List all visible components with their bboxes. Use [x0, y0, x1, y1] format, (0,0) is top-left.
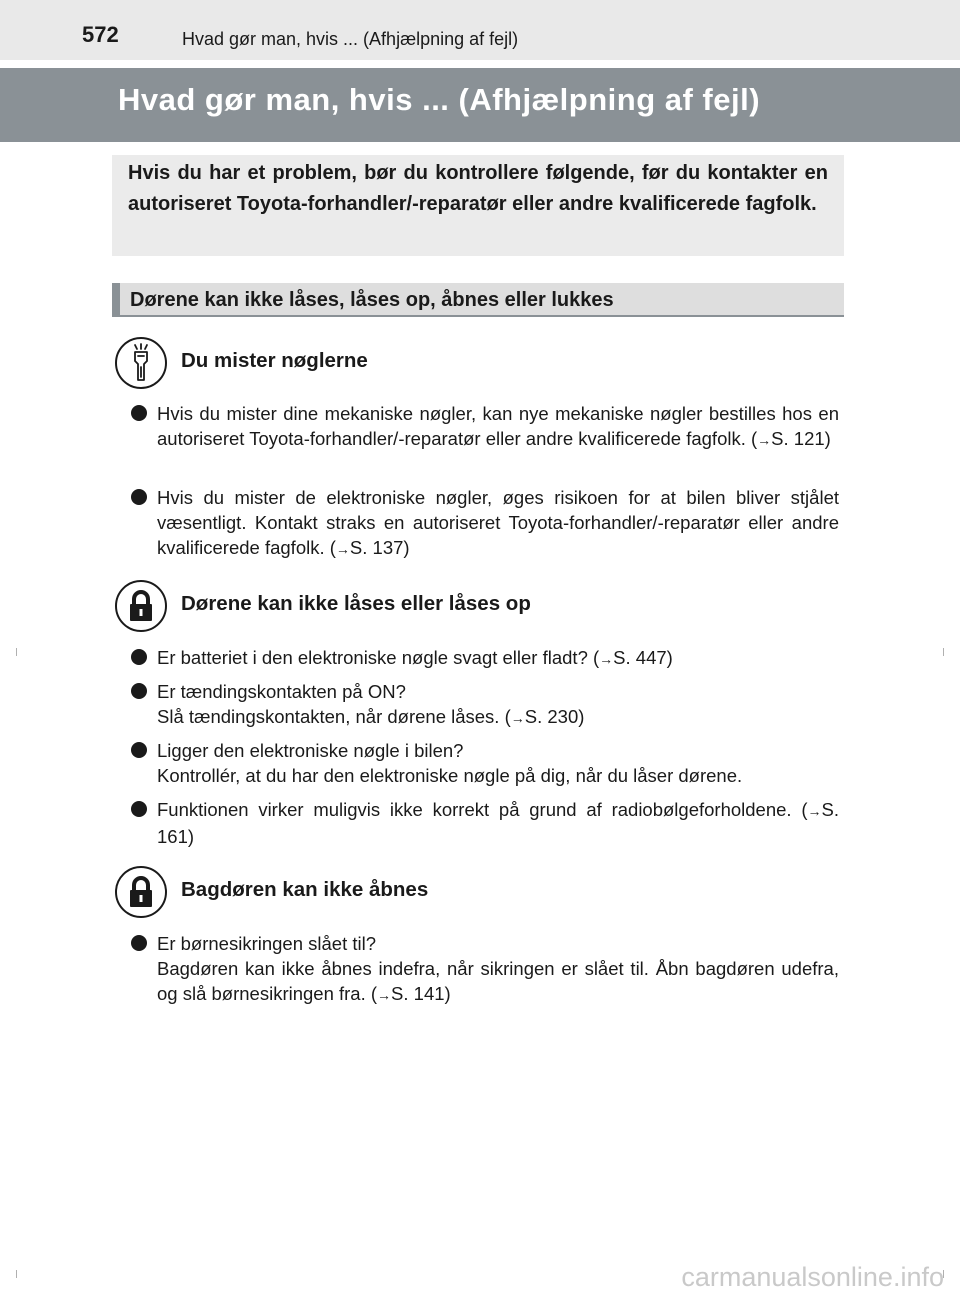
crop-mark — [16, 648, 17, 656]
arrow-icon: → — [807, 803, 822, 819]
section-heading-text: Dørene kan ikke låses, låses op, åbnes eller lukkes — [130, 289, 614, 311]
list-item: Er tændingskontakten på ON? Slå tændingskontakten, når dørene låses. (→S. 230) — [131, 679, 839, 731]
bullet-icon — [131, 683, 147, 699]
bullet-icon — [131, 935, 147, 951]
running-head: Hvad gør man, hvis ... (Afhjælpning af fejl) — [182, 29, 519, 49]
padlock-icon — [115, 866, 167, 918]
intro-box — [112, 155, 844, 256]
subsection-title: Bagdøren kan ikke åbnes — [181, 878, 429, 901]
list-item: Ligger den elektroniske nøgle i bilen? Kontrollér, at du har den elektroniske nøgle på dig, når du låser dørene. — [131, 738, 839, 788]
arrow-icon: → — [599, 651, 614, 667]
list-item: Er batteriet i den elektroniske nøgle svagt eller fladt? (→S. 447) — [131, 645, 839, 672]
page-number: 572 — [82, 22, 119, 47]
subsection-title: Dørene kan ikke låses eller låses op — [181, 592, 531, 615]
arrow-icon: → — [757, 432, 772, 448]
crop-mark — [16, 1270, 17, 1278]
arrow-icon: → — [377, 987, 392, 1003]
list-item: Funktionen virker muligvis ikke korrekt på grund af radiobølgeforholdene. (→S. 161) — [131, 797, 839, 849]
arrow-icon: → — [510, 710, 525, 726]
arrow-icon: → — [335, 541, 350, 557]
key-icon — [115, 337, 167, 389]
section-heading-bar — [112, 283, 120, 315]
subsection-rear-door — [115, 866, 815, 922]
intro-text: Hvis du har et problem, bør du kontrollere følgende, før du kontakter en autoriseret Toyota-forhandler/-reparatør eller andre kvalificerede fagfolk. — [128, 162, 828, 215]
bullet-icon — [131, 742, 147, 758]
bullet-icon — [131, 649, 147, 665]
bullet-icon — [131, 405, 147, 421]
bullet-icon — [131, 801, 147, 817]
list-item: Hvis du mister dine mekaniske nøgler, kan nye mekaniske nøgler bestilles hos en autoriseret Toyota-forhandler/-reparatør eller andre kvalificerede fagfolk. (→S. 121) — [131, 401, 839, 453]
list-item: Hvis du mister de elektroniske nøgler, øges risikoen for at bilen bliver stjålet væsentligt. Kontakt straks en autoriseret Toyota-forhandler/-reparatør eller andre kvalificerede fagfolk. (→S. 137) — [131, 485, 839, 562]
page-title: Hvad gør man, hvis ... (Afhjælpning af fejl) — [118, 82, 761, 117]
list-item: Er børnesikringen slået til? Bagdøren kan ikke åbnes indefra, når sikringen er slået til. Åbn bagdøren udefra, og slå børnesikringen fra. (→S. 141) — [131, 931, 839, 1008]
subsection-title: Du mister nøglerne — [181, 349, 368, 372]
section-heading — [112, 283, 844, 317]
bullet-icon — [131, 489, 147, 505]
subsection-doors-cannot-lock — [115, 580, 815, 636]
padlock-icon — [115, 580, 167, 632]
watermark: carmanualsonline.info — [681, 1262, 944, 1292]
subsection-lost-keys — [115, 337, 815, 393]
crop-mark — [943, 648, 944, 656]
